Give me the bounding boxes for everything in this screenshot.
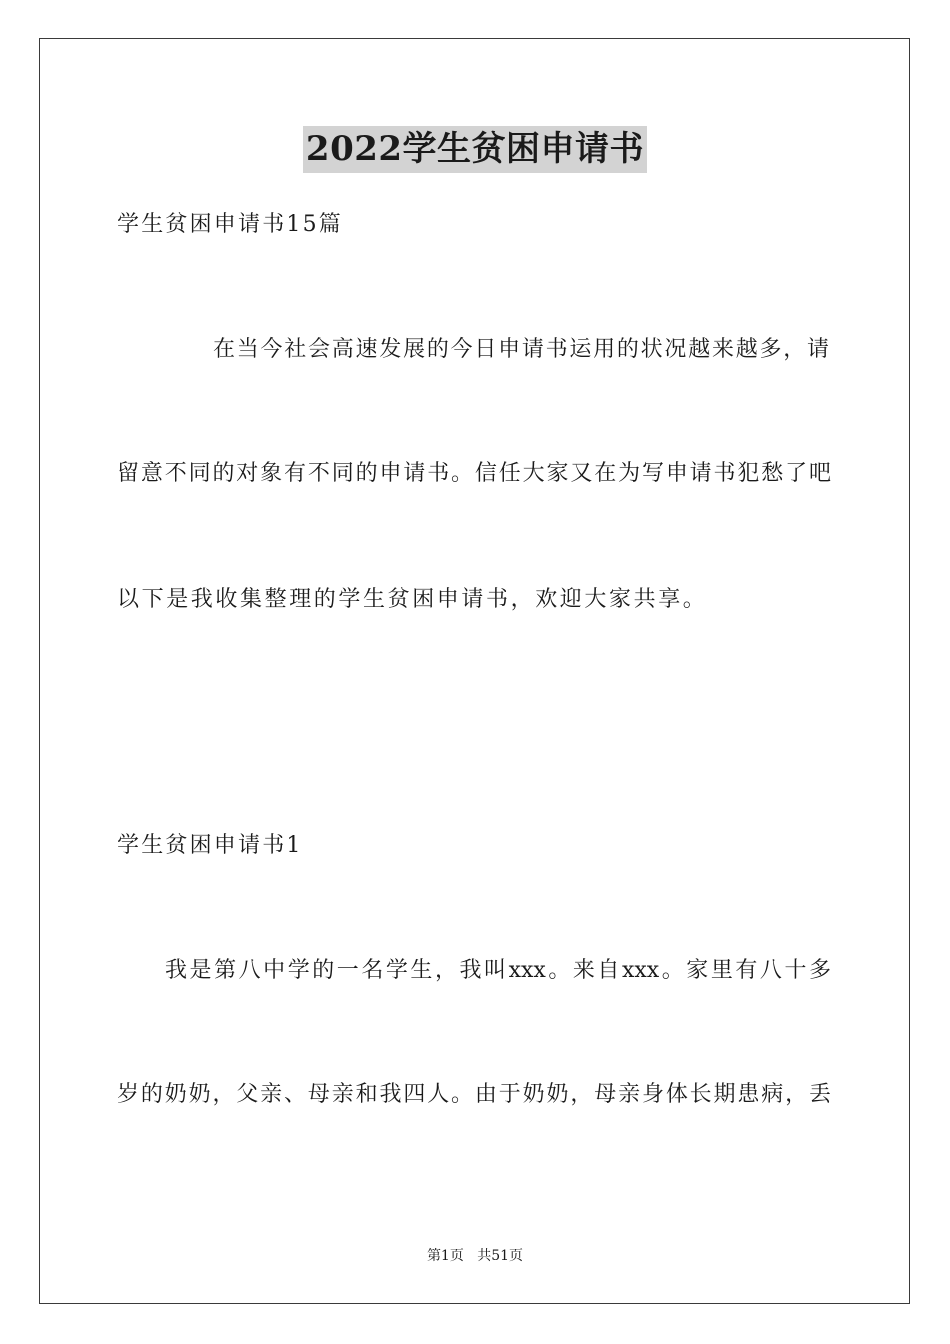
title-container [0, 126, 950, 173]
body-line-1: 我是第八中学的一名学生，我叫xxx。来自xxx。家里有八十多 [165, 958, 831, 983]
intro-line-3: 以下是我收集整理的学生贫困申请书，欢迎大家共享。 [117, 587, 708, 612]
page-footer [0, 1247, 950, 1265]
section-heading: 学生贫困申请书1 [117, 833, 303, 858]
subtitle: 学生贫困申请书15篇 [117, 212, 343, 237]
page-total: 共51页 [477, 1248, 524, 1264]
body-line-2: 岁的奶奶，父亲、母亲和我四人。由于奶奶，母亲身体长期患病，丢 [117, 1082, 831, 1107]
document-title: 2022学生贫困申请书 [303, 126, 647, 173]
intro-line-2: 留意不同的对象有不同的申请书。信任大家又在为写申请书犯愁了吧 [117, 461, 831, 486]
intro-line-1: 在当今社会高速发展的今日申请书运用的状况越来越多，请 [213, 337, 829, 362]
page-number: 第1页 [426, 1248, 464, 1264]
